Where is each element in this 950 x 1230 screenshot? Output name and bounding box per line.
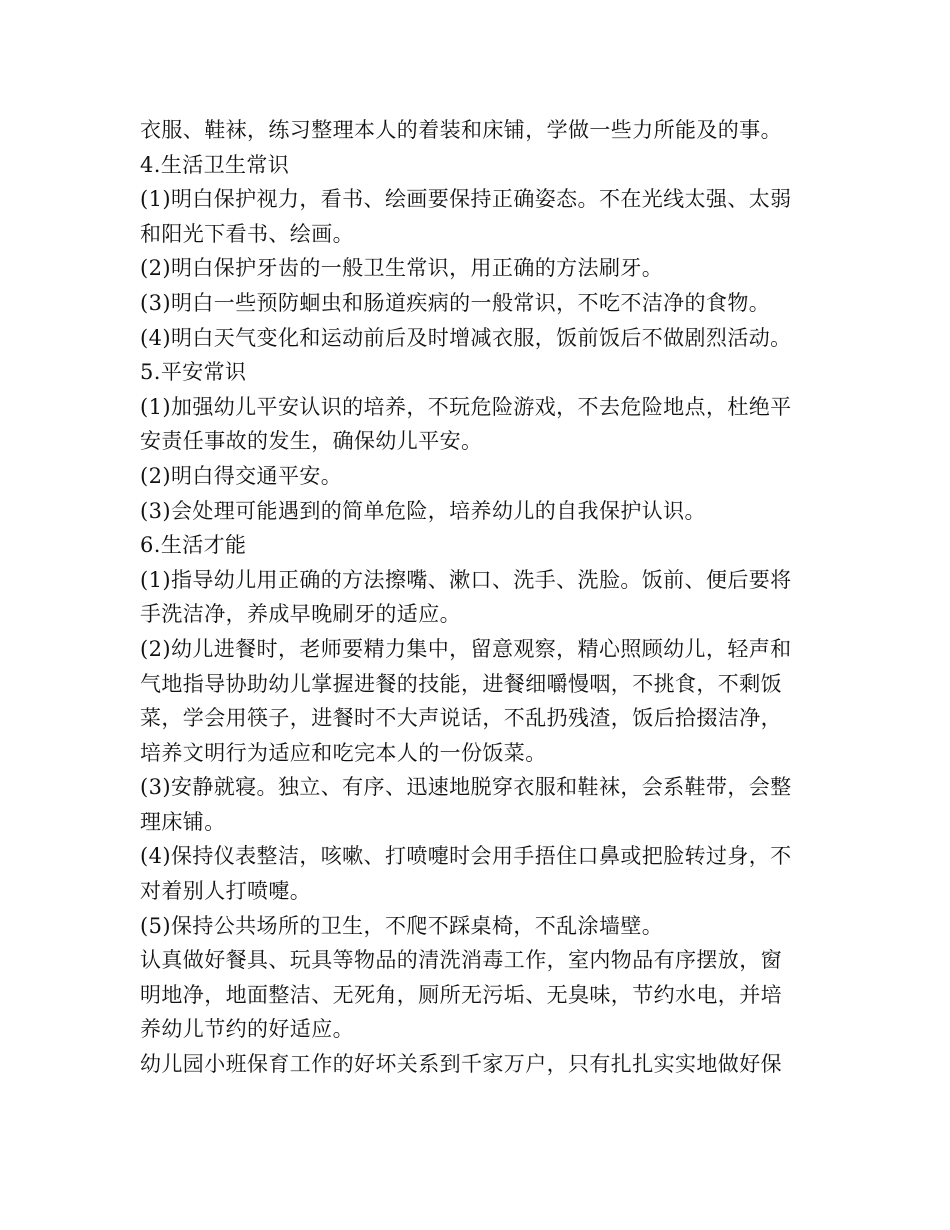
text-line: (1)指导幼儿用正确的方法擦嘴、漱口、洗手、洗脸。饭前、便后要将 — [140, 567, 792, 592]
text-line: (3)安静就寝。独立、有序、迅速地脱穿衣服和鞋袜，会系鞋带，会整 — [140, 775, 792, 800]
text-line: 气地指导协助幼儿掌握进餐的技能，进餐细嚼慢咽，不挑食，不剩饭 — [140, 671, 782, 696]
text-line: (2)明白保护牙齿的一般卫生常识，用正确的方法刷牙。 — [140, 256, 664, 281]
text-line: (4)保持仪表整洁，咳嗽、打喷嚏时会用手捂住口鼻或把脸转过身，不 — [140, 844, 792, 869]
text-line: 菜，学会用筷子，进餐时不大声说话，不乱扔残渣，饭后拾掇洁净， — [140, 706, 782, 731]
text-line: (4)明白天气变化和运动前后及时增减衣服，饭前饭后不做剧烈活动。 — [140, 325, 792, 350]
text-line: (2)幼儿进餐时，老师要精力集中，留意观察，精心照顾幼儿，轻声和 — [140, 636, 792, 661]
text-line: 明地净，地面整洁、无死角，厕所无污垢、无臭味，节约水电，并培 — [140, 982, 782, 1007]
text-line: 培养文明行为适应和吃完本人的一份饭菜。 — [140, 740, 547, 765]
text-line: (3)明白一些预防蛔虫和肠道疾病的一般常识，不吃不洁净的食物。 — [140, 290, 771, 315]
text-line: 衣服、鞋袜，练习整理本人的着装和床铺，学做一些力所能及的事。 — [140, 118, 782, 142]
text-line: 和阳光下看书、绘画。 — [140, 221, 354, 246]
text-line: (1)加强幼儿平安认识的培养，不玩危险游戏，不去危险地点，杜绝平 — [140, 394, 792, 419]
section-heading: 4.生活卫生常识 — [140, 152, 290, 177]
text-line: 对着别人打喷嚏。 — [140, 879, 312, 904]
text-line: (5)保持公共场所的卫生，不爬不踩桌椅，不乱涂墙壁。 — [140, 913, 664, 938]
text-line: 安责任事故的发生，确保幼儿平安。 — [140, 429, 483, 454]
section-heading: 6.生活才能 — [140, 533, 247, 558]
section-heading: 5.平安常识 — [140, 360, 247, 385]
document-body — [140, 113, 820, 1082]
text-line: 幼儿园小班保育工作的好坏关系到千家万户，只有扎扎实实地做好保 — [140, 1052, 782, 1077]
text-line: 养幼儿节约的好适应。 — [140, 1017, 354, 1042]
text-line: 理床铺。 — [140, 809, 226, 834]
text-line: 手洗洁净，养成早晚刷牙的适应。 — [140, 602, 461, 627]
text-line: 认真做好餐具、玩具等物品的清洗消毒工作，室内物品有序摆放，窗 — [140, 948, 782, 973]
text-line: (1)明白保护视力，看书、绘画要保持正确姿态。不在光线太强、太弱 — [140, 187, 792, 212]
text-line: (2)明白得交通平安。 — [140, 463, 343, 488]
text-line: (3)会处理可能遇到的简单危险，培养幼儿的自我保护认识。 — [140, 498, 706, 523]
